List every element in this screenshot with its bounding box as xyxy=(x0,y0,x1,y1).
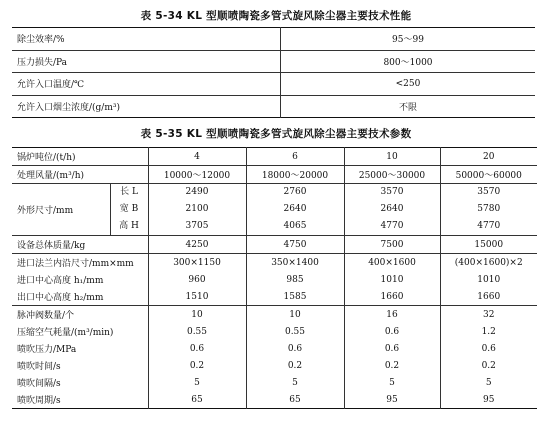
table-row xyxy=(12,50,535,73)
table-cell: 0.6 xyxy=(148,340,246,357)
table-cell: 1010 xyxy=(344,271,440,288)
table-cell: 1510 xyxy=(148,288,246,306)
table-row xyxy=(12,236,537,254)
table-cell: 0.6 xyxy=(344,323,440,340)
dimension-sub-labels xyxy=(110,184,148,236)
table-cell: 1585 xyxy=(246,288,344,306)
table-row xyxy=(12,357,537,374)
table-cell xyxy=(246,184,344,236)
row-label: 喷吹周期/s xyxy=(12,391,148,409)
table-cell: 0.2 xyxy=(344,357,440,374)
table-cell: 10 xyxy=(148,306,246,324)
table-cell: 95 xyxy=(344,391,440,409)
table-cell: 5 xyxy=(485,377,492,388)
row-label: 外形尺寸/mm xyxy=(12,184,110,236)
cell-value: 3705 xyxy=(185,221,209,231)
row-label: 喷吹压力/MPa xyxy=(12,340,148,357)
column-header: 6 xyxy=(246,148,344,166)
row-value: 不限 xyxy=(281,95,536,118)
row-label: 进口法兰内沿尺寸/mm×mm xyxy=(12,254,148,272)
cell-value: 2760 xyxy=(283,187,307,197)
table-cell xyxy=(148,184,246,236)
row-label: 出口中心高度 h₂/mm xyxy=(12,288,148,306)
table-cell: 5 xyxy=(246,374,344,391)
row-label: 处理风量/(m³/h) xyxy=(12,166,148,184)
table-row xyxy=(12,73,535,96)
table-cell: 1660 xyxy=(477,291,501,302)
table-cell: 5 xyxy=(148,374,246,391)
table-cell: 65 xyxy=(246,391,344,409)
table-row xyxy=(12,340,537,357)
header-label: 锅炉吨位/(t/h) xyxy=(12,148,148,166)
cell-value: 4065 xyxy=(283,221,307,231)
table-cell: (400×1600)×2 xyxy=(440,254,537,272)
table-cell: 10 xyxy=(246,306,344,324)
table-row xyxy=(12,166,537,184)
cell-value: 4770 xyxy=(380,221,404,231)
table-cell: 0.2 xyxy=(148,357,246,374)
table-row xyxy=(12,254,537,272)
row-value: 800～1000 xyxy=(281,50,536,73)
table-cell: 0.55 xyxy=(246,323,344,340)
table-cell: 10000～12000 xyxy=(148,166,246,184)
cell-value: 3570 xyxy=(477,187,501,197)
table-cell xyxy=(440,184,537,236)
table-cell: 95 xyxy=(483,394,495,405)
table-cell: 4750 xyxy=(246,236,344,254)
table-cell: 7500 xyxy=(344,236,440,254)
table-cell: 300×1150 xyxy=(148,254,246,272)
table-row xyxy=(12,28,535,51)
cell-value: 2100 xyxy=(185,204,209,214)
table-cell: 0.2 xyxy=(246,357,344,374)
cell-value: 5780 xyxy=(477,204,501,214)
sub-label: 长 L xyxy=(120,187,138,197)
table-cell: 400×1600 xyxy=(344,254,440,272)
row-label: 除尘效率/% xyxy=(12,28,281,51)
table-cell: 65 xyxy=(148,391,246,409)
table-cell: 16 xyxy=(344,306,440,324)
row-label: 压力损失/Pa xyxy=(12,50,281,73)
row-label: 允许入口烟尘浓度/(g/m³) xyxy=(12,95,281,118)
row-label: 压缩空气耗量/(m³/min) xyxy=(12,323,148,340)
table-row xyxy=(12,391,537,409)
table-row xyxy=(12,306,537,324)
table-cell: 0.6 xyxy=(344,340,440,357)
table1-caption: 表 5-34 KL 型顺喷陶瓷多管式旋风除尘器主要技术性能 xyxy=(140,10,412,22)
table-cell: 0.2 xyxy=(481,360,496,371)
header-row xyxy=(12,148,537,166)
parameters-table xyxy=(12,147,537,409)
table-cell: 985 xyxy=(246,271,344,288)
table2-caption: 表 5-35 KL 型顺喷陶瓷多管式旋风除尘器主要技术参数 xyxy=(140,128,412,140)
row-label: 脉冲阀数量/个 xyxy=(12,306,148,324)
sub-label: 宽 B xyxy=(119,204,139,214)
table-cell: 350×1400 xyxy=(246,254,344,272)
cell-value: 4770 xyxy=(477,221,501,231)
cell-value: 2640 xyxy=(283,204,307,214)
table-cell: 4250 xyxy=(148,236,246,254)
table-cell: 50000～60000 xyxy=(440,166,537,184)
table-cell: 960 xyxy=(148,271,246,288)
table-row xyxy=(12,271,537,288)
column-header: 4 xyxy=(148,148,246,166)
row-value: <250 xyxy=(281,73,536,96)
table-cell: 32 xyxy=(440,306,537,324)
table-cell: 0.6 xyxy=(246,340,344,357)
column-header: 20 xyxy=(483,151,495,162)
sub-label: 高 H xyxy=(119,221,139,231)
table-cell: 5 xyxy=(344,374,440,391)
row-label: 喷吹间隔/s xyxy=(12,374,148,391)
table-row xyxy=(12,374,537,391)
row-label: 进口中心高度 h₁/mm xyxy=(12,271,148,288)
cell-value: 3570 xyxy=(380,187,404,197)
row-value: 95～99 xyxy=(392,35,424,46)
cell-value: 2640 xyxy=(380,204,404,214)
table-row xyxy=(12,184,537,236)
table-cell: 1010 xyxy=(477,274,501,285)
table-cell: 25000～30000 xyxy=(344,166,440,184)
table-cell: 1.2 xyxy=(481,326,496,337)
performance-table xyxy=(12,27,535,118)
cell-value: 2490 xyxy=(185,187,209,197)
row-label: 允许入口温度/℃ xyxy=(12,73,281,96)
table-cell: 0.55 xyxy=(148,323,246,340)
table-row xyxy=(12,323,537,340)
row-label: 设备总体质量/kg xyxy=(12,236,148,254)
row-label: 喷吹时间/s xyxy=(12,357,148,374)
table-cell: 0.6 xyxy=(481,343,496,354)
column-header: 10 xyxy=(344,148,440,166)
table-cell: 15000 xyxy=(440,236,537,254)
table-row xyxy=(12,95,535,118)
table-cell: 1660 xyxy=(344,288,440,306)
table-cell: 18000～20000 xyxy=(246,166,344,184)
table-cell xyxy=(344,184,440,236)
table-row xyxy=(12,288,537,306)
